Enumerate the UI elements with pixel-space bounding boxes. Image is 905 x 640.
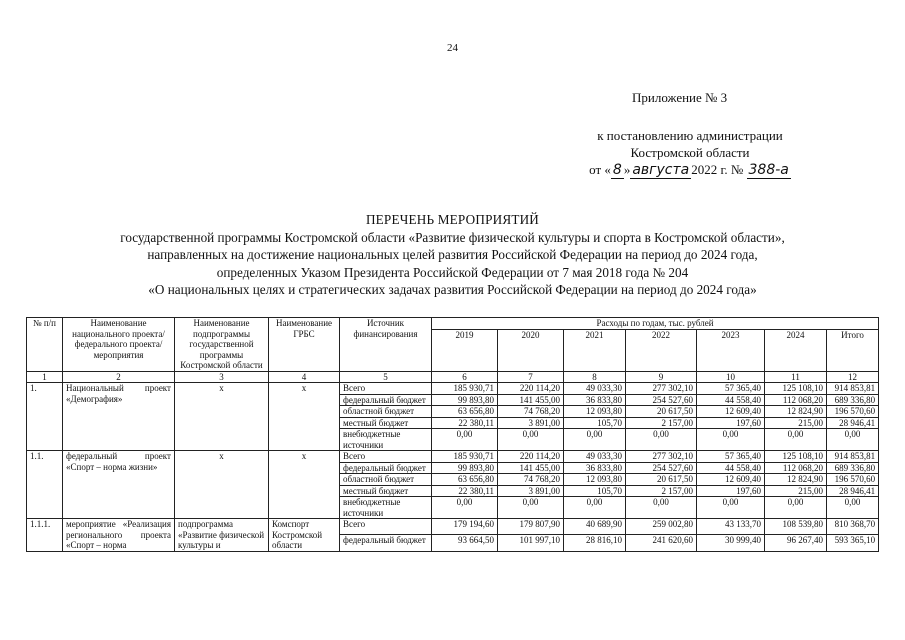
row-total: 914 853,81 xyxy=(827,451,879,463)
row-value: 28 816,10 xyxy=(564,535,626,551)
column-number: 5 xyxy=(340,371,432,383)
row-value: 179 194,60 xyxy=(432,519,498,535)
row-value: 0,00 xyxy=(697,497,765,519)
row-source: Всего xyxy=(340,451,432,463)
row-name: мероприятие «Реализация регионального проекта «Спорт – норма xyxy=(63,519,175,552)
row-value: 0,00 xyxy=(765,429,827,451)
column-number: 1 xyxy=(27,371,63,383)
row-source: местный бюджет xyxy=(340,417,432,429)
row-value: 141 455,00 xyxy=(498,462,564,474)
row-value: 20 617,50 xyxy=(626,474,697,486)
row-value: 44 558,40 xyxy=(697,394,765,406)
row-value: 74 768,20 xyxy=(498,406,564,418)
header-year: 2019 xyxy=(432,329,498,371)
row-value: 101 997,10 xyxy=(498,535,564,551)
appendix-label: Приложение № 3 xyxy=(632,90,728,105)
row-subprogram: х xyxy=(175,383,269,451)
row-value: 112 068,20 xyxy=(765,394,827,406)
column-number: 9 xyxy=(626,371,697,383)
row-subprogram: х xyxy=(175,451,269,519)
row-value: 254 527,60 xyxy=(626,394,697,406)
document-title xyxy=(40,211,865,299)
row-value: 0,00 xyxy=(564,429,626,451)
title-line: определенных Указом Президента Российской Федерации от 7 мая 2018 года № 204 xyxy=(216,264,689,280)
row-value: 12 093,80 xyxy=(564,474,626,486)
row-total: 810 368,70 xyxy=(827,519,879,535)
row-source: федеральный бюджет xyxy=(340,535,432,551)
header-source: Источник финансирования xyxy=(340,318,432,372)
row-value: 63 656,80 xyxy=(432,406,498,418)
row-num: 1. xyxy=(27,383,63,451)
column-number: 4 xyxy=(269,371,340,383)
header-num: № п/п xyxy=(27,318,63,372)
row-value: 112 068,20 xyxy=(765,462,827,474)
row-value: 0,00 xyxy=(564,497,626,519)
row-value: 49 033,30 xyxy=(564,451,626,463)
date-mid: » xyxy=(623,162,631,177)
row-value: 49 033,30 xyxy=(564,383,626,395)
row-value: 215,00 xyxy=(765,485,827,497)
row-value: 57 365,40 xyxy=(697,383,765,395)
row-value: 57 365,40 xyxy=(697,451,765,463)
row-value: 2 157,00 xyxy=(626,485,697,497)
table-row xyxy=(27,519,879,535)
row-value: 36 833,80 xyxy=(564,394,626,406)
column-number: 10 xyxy=(697,371,765,383)
header-expenses: Расходы по годам, тыс. рублей xyxy=(432,318,879,330)
row-value: 105,70 xyxy=(564,417,626,429)
row-source: Всего xyxy=(340,519,432,535)
header-year: 2023 xyxy=(697,329,765,371)
row-total: 689 336,80 xyxy=(827,394,879,406)
header-grbs: Наименование ГРБС xyxy=(269,318,340,372)
date-prefix: от « xyxy=(589,162,611,177)
row-value: 12 609,40 xyxy=(697,474,765,486)
row-value: 185 930,71 xyxy=(432,451,498,463)
table-row xyxy=(27,451,879,463)
resolution-date xyxy=(560,161,820,179)
row-value: 0,00 xyxy=(498,497,564,519)
row-value: 277 302,10 xyxy=(626,383,697,395)
row-value: 96 267,40 xyxy=(765,535,827,551)
row-value: 36 833,80 xyxy=(564,462,626,474)
row-value: 108 539,80 xyxy=(765,519,827,535)
row-value: 20 617,50 xyxy=(626,406,697,418)
resolution-line: к постановлению администрации xyxy=(597,128,783,143)
row-name: федеральный проект «Спорт – норма жизни» xyxy=(63,451,175,519)
header-year: 2024 xyxy=(765,329,827,371)
row-source: внебюджетные источники xyxy=(340,497,432,519)
column-number: 3 xyxy=(175,371,269,383)
measures-table xyxy=(26,317,879,552)
row-value: 0,00 xyxy=(498,429,564,451)
row-source: федеральный бюджет xyxy=(340,462,432,474)
row-total: 0,00 xyxy=(827,429,879,451)
header-subprogram: Наименование подпрограммы государственной программы Костромской области xyxy=(175,318,269,372)
row-value: 30 999,40 xyxy=(697,535,765,551)
row-value: 254 527,60 xyxy=(626,462,697,474)
row-value: 215,00 xyxy=(765,417,827,429)
row-value: 99 893,80 xyxy=(432,394,498,406)
header-year: 2020 xyxy=(498,329,564,371)
row-value: 43 133,70 xyxy=(697,519,765,535)
row-value: 12 824,90 xyxy=(765,406,827,418)
table-row xyxy=(27,383,879,395)
row-source: областной бюджет xyxy=(340,406,432,418)
header-total: Итого xyxy=(827,329,879,371)
row-total: 593 365,10 xyxy=(827,535,879,551)
row-source: местный бюджет xyxy=(340,485,432,497)
column-number: 12 xyxy=(827,371,879,383)
row-value: 22 380,11 xyxy=(432,485,498,497)
header-name: Наименование национального проекта/федерального проекта/мероприятия xyxy=(63,318,175,372)
header-year: 2022 xyxy=(626,329,697,371)
row-value: 197,60 xyxy=(697,485,765,497)
region-line: Костромской области xyxy=(630,145,750,160)
row-value: 179 807,90 xyxy=(498,519,564,535)
column-number: 6 xyxy=(432,371,498,383)
row-value: 0,00 xyxy=(626,429,697,451)
row-value: 0,00 xyxy=(765,497,827,519)
row-value: 12 609,40 xyxy=(697,406,765,418)
row-grbs: Комспорт Костромской области xyxy=(269,519,340,552)
row-source: Всего xyxy=(340,383,432,395)
title-line: государственной программы Костромской области «Развитие физической культуры и спорта в Костромской области», xyxy=(120,229,785,245)
row-total: 28 946,41 xyxy=(827,485,879,497)
header-year: 2021 xyxy=(564,329,626,371)
row-value: 0,00 xyxy=(697,429,765,451)
row-subprogram: подпрограмма «Развитие физической культуры и xyxy=(175,519,269,552)
row-value: 63 656,80 xyxy=(432,474,498,486)
row-value: 40 689,90 xyxy=(564,519,626,535)
row-value: 12 093,80 xyxy=(564,406,626,418)
row-value: 105,70 xyxy=(564,485,626,497)
row-value: 277 302,10 xyxy=(626,451,697,463)
date-month-handwritten: августа xyxy=(632,162,690,178)
row-num: 1.1.1. xyxy=(27,519,63,552)
row-source: федеральный бюджет xyxy=(340,394,432,406)
row-value: 125 108,10 xyxy=(765,383,827,395)
row-total: 196 570,60 xyxy=(827,474,879,486)
row-value: 197,60 xyxy=(697,417,765,429)
row-total: 0,00 xyxy=(827,497,879,519)
title-line: направленных на достижение национальных целей развития Российской Федерации на период до 2024 года, xyxy=(147,247,758,262)
row-value: 0,00 xyxy=(432,497,498,519)
row-value: 125 108,10 xyxy=(765,451,827,463)
row-value: 241 620,60 xyxy=(626,535,697,551)
row-value: 93 664,50 xyxy=(432,535,498,551)
resolution-block xyxy=(560,127,820,179)
column-number: 8 xyxy=(564,371,626,383)
date-year: 2022 г. № xyxy=(691,162,744,177)
row-value: 22 380,11 xyxy=(432,417,498,429)
row-value: 99 893,80 xyxy=(432,462,498,474)
row-value: 141 455,00 xyxy=(498,394,564,406)
column-number: 2 xyxy=(63,371,175,383)
row-num: 1.1. xyxy=(27,451,63,519)
title-line: «О национальных целях и стратегических задачах развития Российской Федерации на период до 2024 года» xyxy=(148,282,757,297)
row-value: 12 824,90 xyxy=(765,474,827,486)
column-number-row xyxy=(27,371,879,383)
row-value: 220 114,20 xyxy=(498,451,564,463)
column-number: 11 xyxy=(765,371,827,383)
column-number: 7 xyxy=(498,371,564,383)
row-source: областной бюджет xyxy=(340,474,432,486)
row-name: Национальный проект «Демография» xyxy=(63,383,175,451)
row-value: 3 891,00 xyxy=(498,417,564,429)
row-value: 0,00 xyxy=(626,497,697,519)
row-value: 44 558,40 xyxy=(697,462,765,474)
page-number: 24 xyxy=(447,42,458,54)
title-heading: ПЕРЕЧЕНЬ МЕРОПРИЯТИЙ xyxy=(365,212,540,227)
row-value: 259 002,80 xyxy=(626,519,697,535)
row-value: 74 768,20 xyxy=(498,474,564,486)
date-day-handwritten: 8 xyxy=(612,162,622,178)
row-value: 2 157,00 xyxy=(626,417,697,429)
doc-number-handwritten: 388-а xyxy=(748,162,789,178)
row-grbs: х xyxy=(269,383,340,451)
row-value: 185 930,71 xyxy=(432,383,498,395)
row-total: 914 853,81 xyxy=(827,383,879,395)
row-grbs: х xyxy=(269,451,340,519)
row-value: 0,00 xyxy=(432,429,498,451)
row-value: 220 114,20 xyxy=(498,383,564,395)
row-total: 196 570,60 xyxy=(827,406,879,418)
row-source: внебюджетные источники xyxy=(340,429,432,451)
row-total: 689 336,80 xyxy=(827,462,879,474)
row-value: 3 891,00 xyxy=(498,485,564,497)
row-total: 28 946,41 xyxy=(827,417,879,429)
